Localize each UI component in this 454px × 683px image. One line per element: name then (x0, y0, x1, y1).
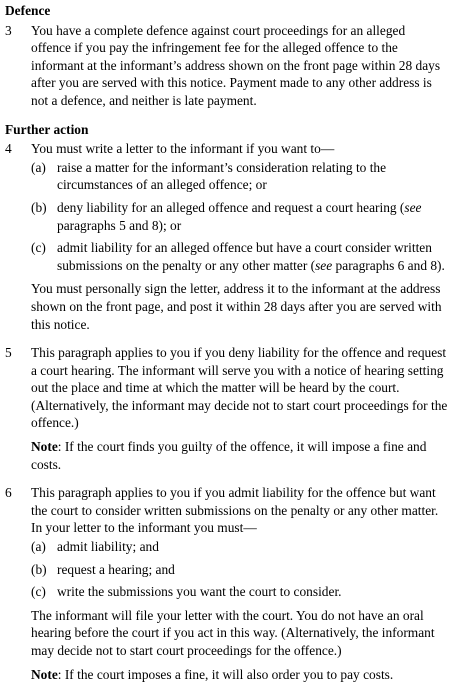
paragraph-body (31, 484, 448, 683)
item-text: admit liability; and (57, 539, 159, 555)
paragraph-4 (5, 140, 448, 333)
paragraph-text: This paragraph applies to you if you deny liability for the offence and request a court hearing. The informant will serve you with a notice of hearing setting out the place and time at which the matter will be heard by the court. (Alternatively, the informant may decide not to start court proceedings for the offence.) (31, 345, 448, 431)
paragraph-closing: The informant will file your letter with the court. You do not have an oral hearing before the court if you act in this way. (Alternatively, the informant may decide not to start court proceedings for the offence.) (31, 607, 435, 658)
paragraph-number: 6 (5, 485, 12, 501)
item-text-part: admit liability for an alleged offence but have a court consider written submissions on the penalty or any other matter ( (57, 240, 432, 273)
list-item (31, 239, 448, 274)
item-text (57, 199, 448, 234)
item-label: (a) (31, 539, 46, 555)
list-item (31, 538, 448, 556)
item-label: (a) (31, 159, 46, 175)
paragraph-body (31, 344, 448, 473)
note-text: : If the court imposes a fine, it will also order you to pay costs. (57, 666, 394, 682)
item-label: (c) (31, 584, 46, 600)
heading-defence: Defence (5, 3, 51, 18)
paragraph-text: You have a complete defence against court proceedings for an alleged offence if you pay the infringement fee for the alleged offence to the informant at the informant’s address shown on the front page within 28 days after you are served with this notice. Payment made to any other address is not a defence, and neither is late payment. (31, 22, 441, 108)
paragraph-6 (5, 484, 448, 683)
note (31, 666, 448, 683)
list-item (31, 583, 448, 601)
paragraph-body (31, 22, 448, 110)
paragraph-body (31, 140, 448, 333)
item-text-part: paragraphs 5 and 8); or (57, 217, 182, 233)
paragraph-number: 5 (5, 345, 12, 361)
paragraph-number: 4 (5, 141, 12, 157)
note (31, 438, 448, 473)
note-label: Note (31, 666, 58, 682)
item-text (57, 239, 448, 274)
item-text-part: deny liability for an alleged offence and request a court hearing ( (57, 199, 405, 215)
see-reference: see (315, 257, 333, 273)
paragraph-3 (5, 22, 448, 110)
heading-further-action: Further action (5, 121, 89, 137)
item-label: (b) (31, 561, 47, 577)
item-list (31, 538, 448, 601)
paragraph-number: 3 (5, 22, 12, 38)
list-item (31, 199, 448, 234)
see-reference: see (404, 199, 422, 215)
item-text: raise a matter for the informant’s consideration relating to the circumstances of an alleged offence; or (57, 159, 387, 193)
item-list (31, 159, 448, 275)
paragraph-5 (5, 344, 448, 473)
note-label: Note (31, 439, 58, 455)
note-text: : If the court finds you guilty of the offence, it will impose a fine and costs. (31, 439, 427, 472)
paragraph-closing: You must personally sign the letter, address it to the informant at the address shown on the front page, and post it within 28 days after you are served with this notice. (31, 281, 442, 332)
item-text-part: paragraphs 6 and 8). (332, 257, 445, 273)
item-label: (b) (31, 199, 47, 215)
paragraph-intro: You must write a letter to the informant if you want to— (31, 141, 335, 157)
item-text: request a hearing; and (57, 561, 175, 577)
paragraph-intro: This paragraph applies to you if you admit liability for the offence but want the court to consider written submissions on the penalty or any other matter. In your letter to the informant you must— (31, 485, 439, 536)
list-item (31, 561, 448, 579)
item-text: write the submissions you want the court to consider. (57, 584, 342, 600)
item-label: (c) (31, 240, 46, 256)
list-item (31, 159, 448, 194)
